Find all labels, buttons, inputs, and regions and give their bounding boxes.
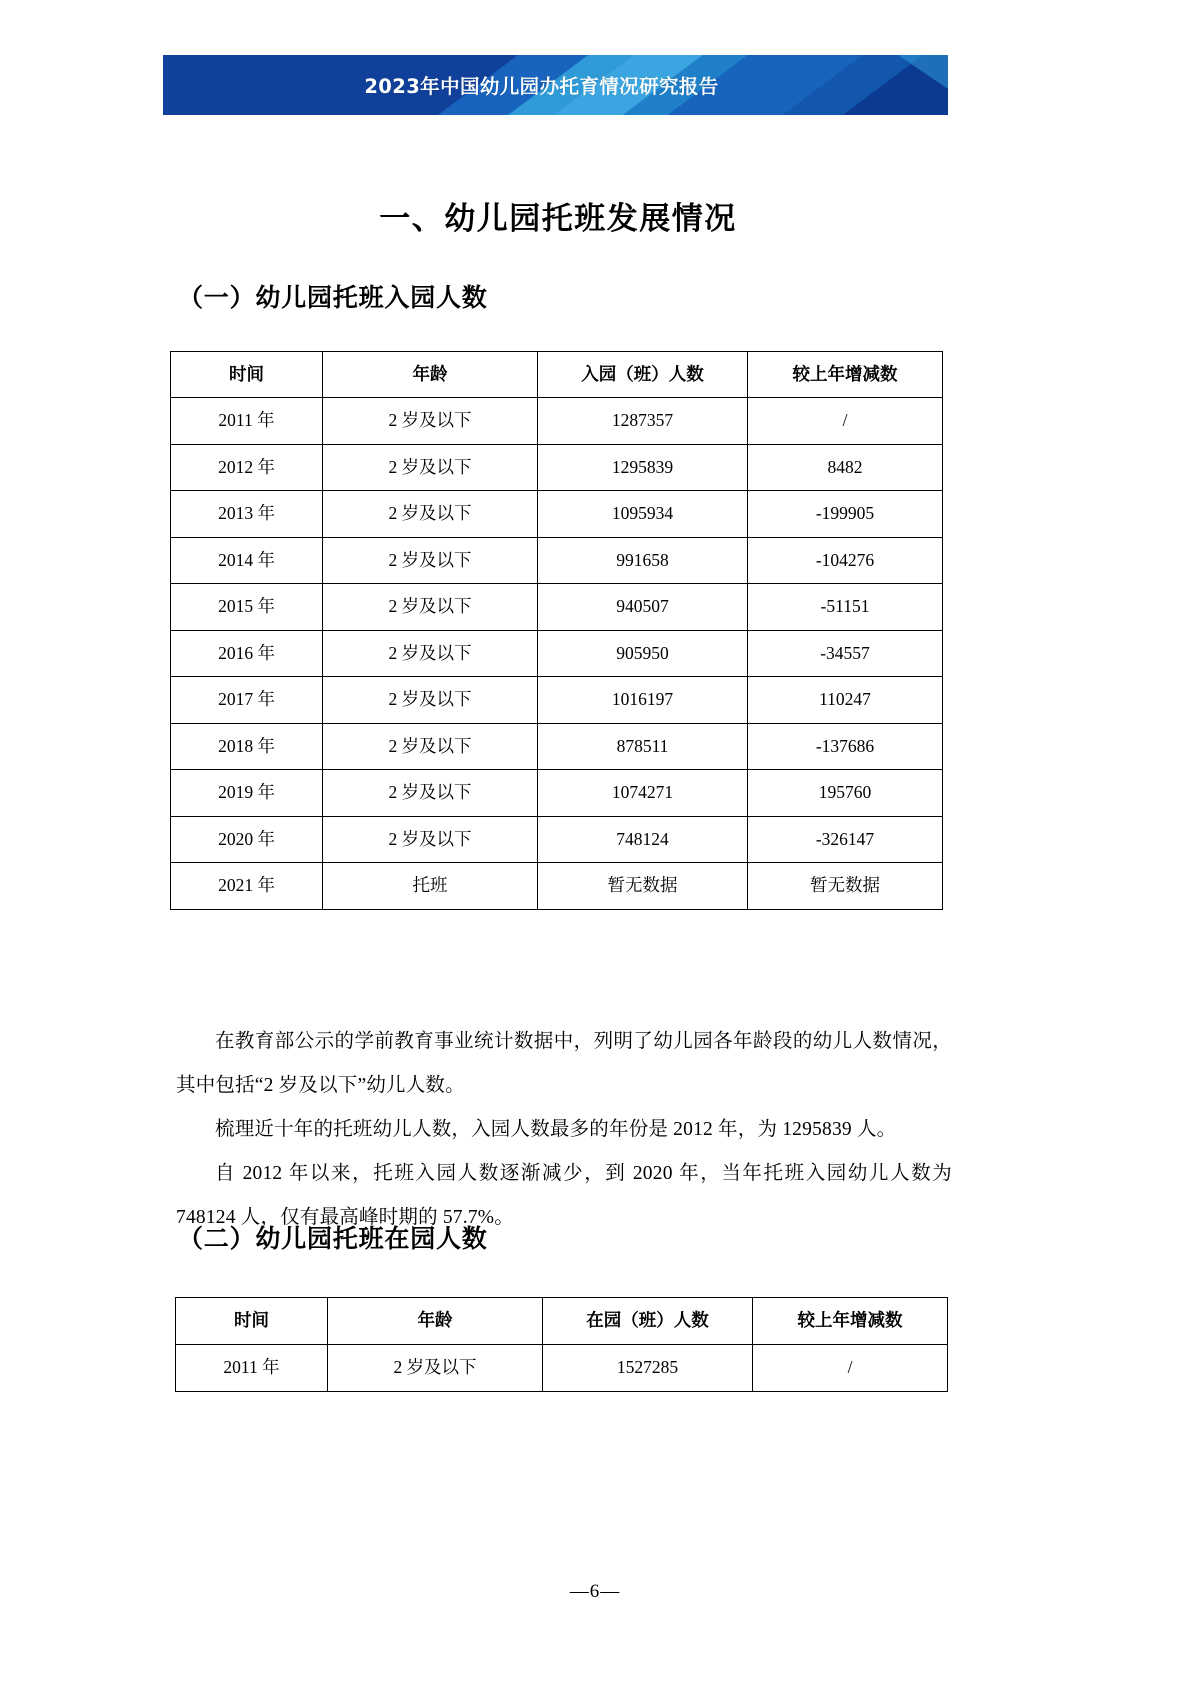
- cell-count: 暂无数据: [538, 863, 748, 910]
- cell-count: 1095934: [538, 491, 748, 538]
- cell-age: 2 岁及以下: [328, 1345, 543, 1392]
- banner-title: 2023年中国幼儿园办托育情况研究报告: [364, 75, 719, 98]
- cell-count: 1295839: [538, 444, 748, 491]
- paragraph-one: 在教育部公示的学前教育事业统计数据中，列明了幼儿园各年龄段的幼儿人数情况，其中包括“2 岁及以下”幼儿人数。: [176, 1031, 952, 1096]
- cell-time: 2021 年: [171, 863, 323, 910]
- subsection-heading-one: （一）幼儿园托班入园人数: [178, 283, 488, 312]
- cell-time: 2018 年: [171, 723, 323, 770]
- cell-change: -34557: [748, 630, 943, 677]
- table-row: [171, 816, 943, 863]
- cell-age: 托班: [323, 863, 538, 910]
- table-row: [171, 630, 943, 677]
- page-number: —6—: [569, 1581, 621, 1602]
- cell-age: 2 岁及以下: [323, 584, 538, 631]
- column-header-change: 较上年增减数: [748, 352, 943, 398]
- column-header-age: 年龄: [328, 1298, 543, 1345]
- cell-time: 2017 年: [171, 677, 323, 724]
- table-row: [171, 491, 943, 538]
- report-banner: [163, 55, 948, 115]
- table-row: [171, 537, 943, 584]
- cell-time: 2014 年: [171, 537, 323, 584]
- cell-time: 2011 年: [171, 398, 323, 445]
- table-row: [171, 863, 943, 910]
- table-row: [171, 584, 943, 631]
- column-header-time: 时间: [171, 352, 323, 398]
- paragraph-two: 梳理近十年的托班幼儿人数，入园人数最多的年份是 2012 年，为 1295839 人。: [215, 1119, 897, 1140]
- cell-change: -104276: [748, 537, 943, 584]
- cell-count: 940507: [538, 584, 748, 631]
- cell-change: /: [753, 1345, 948, 1392]
- cell-age: 2 岁及以下: [323, 677, 538, 724]
- cell-count: 1527285: [543, 1345, 753, 1392]
- cell-time: 2015 年: [171, 584, 323, 631]
- cell-age: 2 岁及以下: [323, 630, 538, 677]
- cell-time: 2011 年: [176, 1345, 328, 1392]
- cell-change: 暂无数据: [748, 863, 943, 910]
- column-header-change: 较上年增减数: [753, 1298, 948, 1345]
- column-header-count: 在园（班）人数: [543, 1298, 753, 1345]
- table-row: [176, 1345, 948, 1392]
- paragraph-three: 自 2012 年以来，托班入园人数逐渐减少，到 2020 年，当年托班入园幼儿人数为 748124 人，仅有最高峰时期的 57.7%。: [176, 1163, 952, 1228]
- cell-change: 195760: [748, 770, 943, 817]
- cell-age: 2 岁及以下: [323, 444, 538, 491]
- cell-time: 2013 年: [171, 491, 323, 538]
- table-row: [171, 770, 943, 817]
- cell-time: 2020 年: [171, 816, 323, 863]
- cell-time: 2012 年: [171, 444, 323, 491]
- table-row: [171, 444, 943, 491]
- cell-age: 2 岁及以下: [323, 816, 538, 863]
- cell-change: -137686: [748, 723, 943, 770]
- cell-count: 878511: [538, 723, 748, 770]
- cell-change: -326147: [748, 816, 943, 863]
- table-enrollment: [170, 351, 943, 910]
- cell-age: 2 岁及以下: [323, 723, 538, 770]
- page-title: 一、幼儿园托班发展情况: [379, 201, 737, 237]
- cell-count: 991658: [538, 537, 748, 584]
- cell-age: 2 岁及以下: [323, 537, 538, 584]
- cell-age: 2 岁及以下: [323, 398, 538, 445]
- table-row: [171, 677, 943, 724]
- column-header-count: 入园（班）人数: [538, 352, 748, 398]
- cell-time: 2019 年: [171, 770, 323, 817]
- cell-count: 905950: [538, 630, 748, 677]
- cell-change: -199905: [748, 491, 943, 538]
- table-row: [171, 398, 943, 445]
- cell-count: 1287357: [538, 398, 748, 445]
- cell-change: 110247: [748, 677, 943, 724]
- cell-time: 2016 年: [171, 630, 323, 677]
- column-header-time: 时间: [176, 1298, 328, 1345]
- table-row: [171, 723, 943, 770]
- cell-change: -51151: [748, 584, 943, 631]
- cell-age: 2 岁及以下: [323, 491, 538, 538]
- table-header-row: [171, 352, 943, 398]
- cell-count: 1016197: [538, 677, 748, 724]
- column-header-age: 年龄: [323, 352, 538, 398]
- cell-age: 2 岁及以下: [323, 770, 538, 817]
- cell-count: 1074271: [538, 770, 748, 817]
- cell-count: 748124: [538, 816, 748, 863]
- cell-change: 8482: [748, 444, 943, 491]
- table-header-row: [176, 1298, 948, 1345]
- subsection-heading-two: （二）幼儿园托班在园人数: [178, 1224, 488, 1253]
- cell-change: /: [748, 398, 943, 445]
- table-attendance: [175, 1297, 948, 1392]
